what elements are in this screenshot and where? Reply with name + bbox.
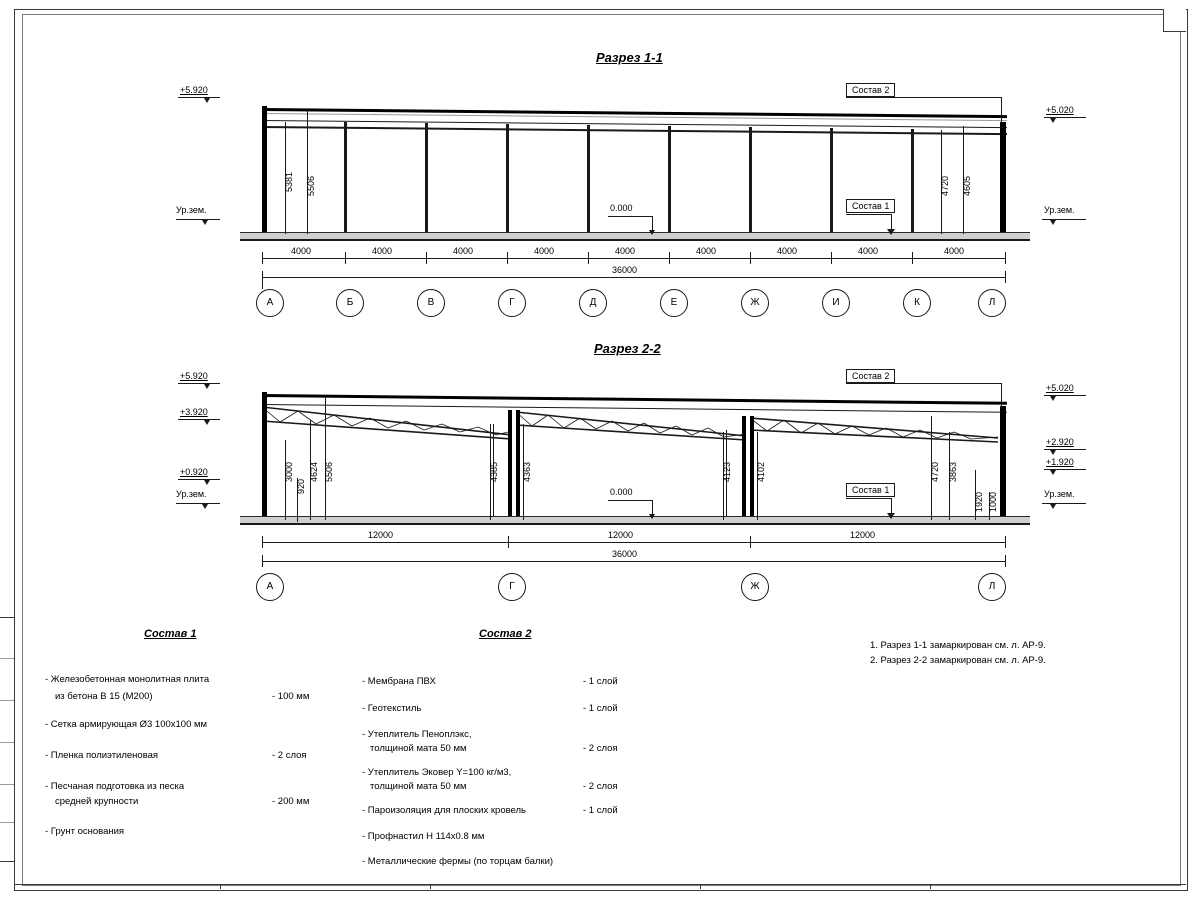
dim-tick — [750, 536, 751, 548]
zero-level-label: 0.000 — [610, 203, 633, 213]
column-A — [262, 392, 267, 522]
legend-2-row-3-value: - 2 слоя — [583, 781, 618, 792]
axis-bubble-A: А — [256, 289, 284, 317]
column-G — [506, 124, 509, 236]
ground-arrow-left — [202, 220, 208, 225]
span-dim-2: 12000 — [608, 530, 634, 540]
legend-2-row-1-text: - Геотекстиль — [362, 703, 422, 714]
span-dim-6: 4000 — [696, 246, 717, 256]
axis-bubble-L: Л — [978, 573, 1006, 601]
elevation-mark-right-5020: +5.020 — [1046, 105, 1074, 115]
axis-bubble-G: Г — [498, 573, 526, 601]
axis-bubble-V: В — [417, 289, 445, 317]
legend-1-row-2-text: - Пленка полиэтиленовая — [45, 750, 159, 761]
zero-leader — [608, 500, 652, 501]
column-Zh — [749, 127, 752, 236]
legend-1-row-3-value: - 200 мм — [272, 796, 310, 807]
dim-tick — [1005, 252, 1006, 264]
legend-1-row-1-text: - Сетка армирующая Ø3 100х100 мм — [45, 719, 208, 730]
axis-bubble-Zh: Ж — [741, 289, 769, 317]
vdim-4624: 4624 — [309, 461, 319, 482]
legend-2-row-2-value: - 2 слоя — [583, 743, 618, 754]
floor-slab-line — [240, 523, 1030, 525]
vdim-4102: 4102 — [756, 461, 766, 482]
dim-tick — [262, 536, 263, 548]
vdim-5506: 5506 — [324, 461, 334, 482]
ground-label-left: Ур.зем. — [176, 489, 207, 499]
column-V — [425, 123, 428, 236]
legend-2-row-3-text2: толщиной мата 50 мм — [370, 781, 467, 792]
callout-leader-2 — [846, 97, 1002, 98]
legend-1-row-3-text2: средней крупности — [55, 796, 139, 807]
elev-line — [178, 419, 220, 420]
dim-tick — [912, 252, 913, 264]
legend-1-row-0-value: - 100 мм — [272, 691, 310, 702]
legend-1-row-2-value: - 2 слоя — [272, 750, 307, 761]
column-E — [668, 126, 671, 236]
total-dim-tick — [1005, 555, 1006, 567]
bottom-tick — [700, 884, 701, 889]
column-L — [1000, 122, 1006, 236]
total-dim-tick — [262, 271, 263, 283]
callout-sostav-1: Состав 1 — [846, 483, 895, 497]
zero-leader — [608, 216, 652, 217]
legend-2-row-6-text: - Металлические фермы (по торцам балки) — [362, 856, 554, 867]
legend-2-row-2-text2: толщиной мата 50 мм — [370, 743, 467, 754]
ground-arrow-right — [1050, 220, 1056, 225]
legend-1-row-4-text: - Грунт основания — [45, 826, 125, 837]
elev-line — [178, 383, 220, 384]
zero-arrow — [649, 514, 655, 519]
callout-1-marker — [887, 229, 895, 235]
total-dim-line — [262, 561, 1006, 562]
ground-label-right: Ур.зем. — [1044, 489, 1075, 499]
ground-arrow-right — [1050, 504, 1056, 509]
column-G-pair — [516, 410, 520, 522]
dim-tick — [831, 252, 832, 264]
section-2-2-title: Разрез 2-2 — [594, 341, 661, 356]
total-dim-line — [262, 277, 1006, 278]
legend-1-row-0-text: - Железобетонная монолитная плита — [45, 674, 210, 685]
ground-leader-right — [1042, 219, 1086, 220]
dim-tick — [426, 252, 427, 264]
total-dim-tick — [262, 555, 263, 567]
axis-bubble-K: К — [903, 289, 931, 317]
ground-label-right: Ур.зем. — [1044, 205, 1075, 215]
dim-tick — [507, 252, 508, 264]
vdim-4385: 4385 — [489, 461, 499, 482]
ground-label-left: Ур.зем. — [176, 205, 207, 215]
axis-bubble-E: Е — [660, 289, 688, 317]
callout-sostav-2: Состав 2 — [846, 83, 895, 97]
section-1-1-title: Разрез 1-1 — [596, 50, 663, 65]
dim-tick — [750, 252, 751, 264]
elevation-mark-left-0920: +0.920 — [180, 467, 208, 477]
callout-leader-2-drop — [1001, 383, 1002, 407]
span-dim-1: 4000 — [291, 246, 312, 256]
legend-1-row-3-text: - Песчаная подготовка из песка — [45, 781, 185, 792]
elev-line — [178, 479, 220, 480]
note-1: 1. Разрез 1-1 замаркирован см. л. АР-9. — [870, 640, 1046, 651]
legend-2-row-0-value: - 1 слой — [583, 676, 618, 687]
sheet-inner-frame — [22, 14, 1181, 886]
vdim-1000: 1000 — [988, 491, 998, 512]
elevation-mark-right-5020: +5.020 — [1046, 383, 1074, 393]
elev-arrow — [1050, 470, 1056, 475]
dim-tick — [669, 252, 670, 264]
span-dim-3: 12000 — [850, 530, 876, 540]
ground-leader-left — [176, 219, 220, 220]
truss-bay-1 — [262, 405, 512, 441]
truss-bay-3 — [750, 416, 998, 448]
total-dim-tick — [1005, 271, 1006, 283]
vdim-920: 920 — [296, 478, 306, 494]
column-B — [344, 122, 347, 236]
vdim-1920: 1920 — [974, 491, 984, 512]
bottom-tick — [930, 884, 931, 889]
column-Zh — [742, 416, 746, 522]
elev-arrow — [204, 480, 210, 485]
column-D — [587, 125, 590, 236]
bottom-tick — [220, 884, 221, 889]
callout-leader-2 — [846, 383, 1002, 384]
axis-bubble-D: Д — [579, 289, 607, 317]
ground-leader-right — [1042, 503, 1086, 504]
bottom-tick — [430, 884, 431, 889]
axis-bubble-A: А — [256, 573, 284, 601]
total-dim: 36000 — [612, 265, 638, 275]
elev-arrow — [204, 384, 210, 389]
truss-bay-2 — [516, 410, 746, 444]
dim-tick — [1005, 536, 1006, 548]
vdim-4605: 4605 — [962, 175, 972, 196]
bottom-rule — [14, 884, 1186, 885]
axis-bubble-B: Б — [336, 289, 364, 317]
column-I — [830, 128, 833, 236]
legend-2-row-5-text: - Профнастил Н 114х0.8 мм — [362, 831, 485, 842]
callout-leader-1 — [846, 214, 892, 215]
span-dim-4: 4000 — [534, 246, 555, 256]
elev-line — [178, 97, 220, 98]
legend-2-row-2-text: - Утеплитель Пеноплэкс, — [362, 729, 472, 740]
span-dim-5: 4000 — [615, 246, 636, 256]
zero-arrow — [649, 230, 655, 235]
vdim-4720: 4720 — [930, 461, 940, 482]
span-dim-3: 4000 — [453, 246, 474, 256]
floor-slab-line — [240, 239, 1030, 241]
dim-tick — [588, 252, 589, 264]
legend-2-row-4-value: - 1 слой — [583, 805, 618, 816]
callout-leader-2-drop — [1001, 97, 1002, 123]
callout-1-marker — [887, 513, 895, 519]
legend-1-title: Состав 1 — [144, 628, 197, 640]
elev-arrow — [1050, 396, 1056, 401]
left-margin-stamp — [0, 617, 15, 862]
axis-stem — [262, 283, 263, 289]
elevation-mark-left-5920: +5.920 — [180, 85, 208, 95]
vdim-5506: 5506 — [306, 175, 316, 196]
vdim-4363: 4363 — [522, 461, 532, 482]
callout-sostav-2: Состав 2 — [846, 369, 895, 383]
ground-leader-left — [176, 503, 220, 504]
vdim-line-5506 — [307, 110, 308, 234]
column-A — [262, 106, 267, 236]
elev-arrow — [204, 98, 210, 103]
span-dim-7: 4000 — [777, 246, 798, 256]
vdim-4123: 4123 — [722, 461, 732, 482]
vdim-5381: 5381 — [284, 171, 294, 192]
elevation-mark-right-1920: +1.920 — [1046, 457, 1074, 467]
axis-bubble-Zh: Ж — [741, 573, 769, 601]
ground-arrow-left — [202, 504, 208, 509]
column-G — [508, 410, 512, 522]
legend-2-row-3-text: - Утеплитель Эковер Y=100 кг/м3, — [362, 767, 512, 778]
note-2: 2. Разрез 2-2 замаркирован см. л. АР-9. — [870, 655, 1046, 666]
elev-arrow — [204, 420, 210, 425]
elevation-mark-right-2920: +2.920 — [1046, 437, 1074, 447]
axis-bubble-G: Г — [498, 289, 526, 317]
elev-arrow — [1050, 118, 1056, 123]
span-dim-2: 4000 — [372, 246, 393, 256]
span-dim-1: 12000 — [368, 530, 394, 540]
axis-bubble-L: Л — [978, 289, 1006, 317]
legend-2-row-0-text: - Мембрана ПВХ — [362, 676, 436, 687]
sheet-corner-cut — [1163, 9, 1186, 32]
dim-chain-line — [262, 258, 1006, 259]
vdim-line-5506 — [325, 396, 326, 520]
dim-tick — [262, 252, 263, 264]
column-K — [911, 129, 914, 236]
dim-tick — [345, 252, 346, 264]
callout-leader-1 — [846, 498, 892, 499]
vdim-4720: 4720 — [940, 175, 950, 196]
vdim-3000: 3000 — [284, 461, 294, 482]
callout-sostav-1: Состав 1 — [846, 199, 895, 213]
span-dim-8: 4000 — [858, 246, 879, 256]
elev-arrow — [1050, 450, 1056, 455]
elevation-mark-left-3920: +3.920 — [180, 407, 208, 417]
elevation-mark-left-5920: +5.920 — [180, 371, 208, 381]
dim-tick — [508, 536, 509, 548]
legend-2-row-1-value: - 1 слой — [583, 703, 618, 714]
dim-chain-line — [262, 542, 1006, 543]
column-Zh-pair — [750, 416, 754, 522]
vdim-3863: 3863 — [948, 461, 958, 482]
axis-bubble-I: И — [822, 289, 850, 317]
legend-2-title: Состав 2 — [479, 628, 532, 640]
total-dim: 36000 — [612, 549, 638, 559]
column-L — [1000, 406, 1006, 522]
span-dim-9: 4000 — [944, 246, 965, 256]
zero-level-label: 0.000 — [610, 487, 633, 497]
legend-2-row-4-text: - Пароизоляция для плоских кровель — [362, 805, 527, 816]
legend-1-row-0-text2: из бетона В 15 (М200) — [55, 691, 153, 702]
